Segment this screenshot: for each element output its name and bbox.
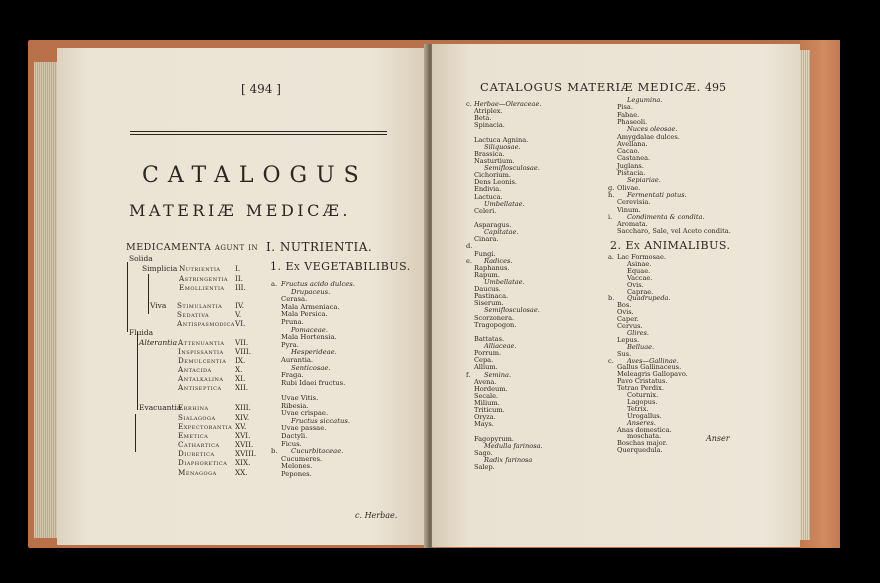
entry-text: Fermentati potus. [627,190,687,199]
entry-text: Anseres. [627,418,656,427]
entry-mark: d. [466,242,473,251]
class-numeral: XVIII. [235,449,257,458]
entry-text: Tetrao Perdix. [617,384,664,393]
entry-mark: e. [466,256,472,265]
entry-text: Salep. [474,463,495,472]
entry-text: Fructus siccatus. [291,416,350,425]
entry-text: Olivae. [617,183,641,192]
entry-text: Equae. [627,266,651,275]
class-name: Antiseptica [178,383,222,392]
entry-text: Nuces oleosae. [627,125,678,134]
entry-text: Beta. [474,114,492,123]
entry-text: Sus. [617,349,632,358]
entry-text: Quadrupeda. [627,294,671,303]
entry-text: Pepones. [281,470,312,478]
entry-text: Cepa. [474,356,494,365]
entry-text: Hesperideae. [291,348,337,357]
entry-text: Tragopogon. [474,320,517,329]
entry-text: Dactyli. [281,432,308,440]
page-subtitle: MATERIÆ MEDICÆ. [129,201,351,220]
entry-text: Boschas major. [617,439,668,448]
entry-mark: f. [466,370,471,379]
entry-text: Anas domestica. [617,425,672,434]
catchword: c. Herbae. [355,511,398,520]
class-numeral: XI. [235,374,246,383]
title-rule-top [130,131,387,132]
class-name: Antalkalina [178,374,224,383]
entry-text: Herbae—Oleraceae. [474,100,542,108]
entry-text: Aromata. [617,220,648,229]
animalibus-heading: 2. Ex ANIMALIBUS. [610,239,731,252]
entry-text: moschata. [627,432,662,441]
entry-text: Belluae. [627,342,655,351]
entry-text: Medulla farinosa. [484,441,543,450]
entry-text: Lactuca Agnina. [474,135,529,144]
entry-text: Cervus. [617,322,643,330]
entry-text: Cerevisia. [617,198,651,207]
entry-mark: c. [466,100,472,108]
entry-text: Milium. [474,399,500,408]
class-numeral: II. [235,274,243,283]
entry-text: Saccharo, Sale, vel Aceto condita. [617,227,731,236]
entry-text: Pyra. [281,340,299,349]
entry-text: Cerasa. [281,295,308,304]
class-numeral: XIV. [235,413,250,422]
title-rule-bottom [130,134,387,135]
entry-text: Condimenta & condita. [627,212,705,221]
class-name: Sialagoga [178,413,216,422]
entry-text: Querquedula. [617,446,663,455]
entry-text: Fungi. [474,249,496,258]
entry-text: Pomaceae. [291,325,328,334]
class-numeral: VIII. [235,347,251,356]
class-name: Nutrientia [179,264,221,273]
entry-text: Spinacia. [474,121,505,130]
entry-text: Oryza. [474,413,496,422]
entry-text: Radix farinosa [484,456,533,464]
entry-text: Legumina. [627,96,663,104]
class-numeral: XX. [235,468,248,477]
class-numeral: XVII. [235,440,254,449]
class-name: Expectorantia [178,422,233,431]
class-name: Antacida [178,365,212,374]
class-name: Stimulantia [177,301,223,310]
entry-text: Caper. [617,315,639,324]
entry-text: Caprae. [627,287,654,296]
entry-mark: b. [608,294,615,303]
entry-text: Aves—Gallinae. [627,356,679,365]
entry-text: Vinum. [617,205,641,214]
entry-text: Amygdalae dulces. [617,132,680,141]
entry-text: Ovis. [617,308,634,317]
page-title: CATALOGUS [142,163,368,188]
entry-text: Coturnix. [627,391,659,399]
entry-text: Fraga. [281,371,304,380]
entry-text: Urogallus. [627,411,662,420]
entry-text: Daucus. [474,285,501,294]
entry-text: Uvae crispae. [281,409,329,418]
entry-text: Ovis. [627,280,644,289]
class-name: Diuretica [178,449,215,458]
class-numeral: I. [235,264,241,273]
entry-text: Siserum. [474,299,504,308]
running-head: CATALOGUS MATERIÆ MEDICÆ. [480,80,702,94]
class-numeral: XII. [235,383,249,392]
entry-text: Aurantia. [281,356,314,364]
entry-text: Sago. [474,448,493,457]
brace-evacuantia [135,414,136,452]
entry-text: Castanea. [617,154,651,163]
entry-text: Asparagus. [474,221,512,230]
entry-text: Secale. [474,391,499,400]
entry-mark: i. [608,212,613,221]
group-alterantia: Alterantia [139,338,178,347]
entry-text: Atriplex. [474,107,503,116]
class-name: Sedativa [177,310,210,319]
entry-text: Umbellatae. [484,278,525,286]
entry-text: Siliquosae. [484,142,521,151]
entry-text: Rubi Idaei fructus. [281,378,346,387]
entry-mark: b. [271,447,278,456]
entry-text: Brassica. [474,149,505,158]
catchword: Anser [706,434,730,443]
page-number: [ 494 ] [241,82,281,96]
entry-text: Cinara. [474,235,499,244]
entry-text: Rapum. [474,270,500,279]
entry-text: Lactuca. [474,192,503,201]
entry-text: Phaseoli. [617,117,648,126]
entry-text: Asinae. [627,259,652,268]
entry-text: Drupaceus. [291,287,331,296]
brace-fluida [137,332,138,410]
class-name: Menagoga [178,468,217,477]
entry-text: Capitatae. [484,228,519,237]
entry-text: Vaccae. [627,273,653,282]
entry-text: Melones. [281,462,313,471]
entry-text: Hordeum. [474,384,508,393]
entry-text: Celeri. [474,206,497,215]
class-numeral: XVI. [235,431,251,440]
entry-text: Gallus Gallinaceus. [617,363,682,372]
entry-text: Porrum. [474,349,502,358]
class-numeral: XV. [235,422,247,431]
class-name: Emetica [178,431,209,440]
entry-text: Lepus. [617,335,640,344]
entry-text: Pavo Cristatus. [617,377,668,386]
group-simplicia: Simplicia [142,264,178,273]
entry-text: Avena. [474,377,497,386]
entry-text: Lac Formosae. [617,253,666,261]
entry-text: Mays. [474,420,494,429]
entry-text: Ficus. [281,439,302,448]
section-heading: I. NUTRIENTIA. [266,240,373,254]
entry-text: Allium. [474,363,498,372]
entry-mark: h. [608,190,615,199]
entry-text: Cacao. [617,147,640,156]
entry-text: Pruna. [281,318,304,326]
entry-mark: a. [608,253,615,261]
entry-text: Uvae Vitis. [281,394,319,402]
class-name: Antispasmodica [177,319,235,328]
entry-text: Avellana. [617,139,648,148]
class-numeral: XIII. [235,403,251,412]
entry-mark: a. [271,280,278,288]
subsection-heading: 1. Ex VEGETABILIBUS. [270,260,411,273]
group-viva: Viva [150,301,167,310]
group-solida: Solida [129,254,153,263]
entry-text: Raphanus. [474,263,510,272]
class-name: Attenuantia [178,338,225,347]
class-numeral: VII. [235,338,249,347]
class-name: Astringentia [179,274,229,283]
entry-text: Uvae passae. [281,424,327,433]
class-numeral: VI. [235,319,246,328]
entry-text: Scorzonera. [474,313,515,322]
page-number: 495 [705,81,726,94]
class-numeral: X. [235,365,243,374]
entry-text: Battatas. [474,334,505,343]
class-name: Errhina [178,403,209,412]
entry-text: Lagopus. [627,397,658,406]
page-edges-right [800,50,810,540]
entry-text: Fructus acido dulces. [281,280,355,288]
entry-text: Umbellatae. [484,199,525,208]
class-numeral: V. [235,310,242,319]
brace-solida [127,262,128,332]
class-name: Inspissantia [178,347,224,356]
entry-text: Tetrix. [627,404,649,413]
class-name: Diaphoretica [178,458,228,467]
class-numeral: IX. [235,356,246,365]
entry-text: Glires. [627,328,650,337]
entry-text: Cucumeres. [281,454,323,463]
entry-text: Semiflosculosae. [484,164,540,173]
entry-text: Sepiariae. [627,176,661,185]
entry-text: Semiflosculosae. [484,306,540,315]
entry-text: Triticum. [474,406,505,415]
class-numeral: III. [235,283,246,292]
class-numeral: IV. [235,301,245,310]
entry-text: Pisa. [617,103,633,112]
group-fluida: Fluida [129,328,154,337]
brace-simplicia [148,274,149,314]
entry-text: Mala Armeniaca. [281,302,340,311]
right-page [432,44,800,547]
entry-text: Dens Leonis. [474,178,518,187]
entry-text: Fagopyrum. [474,434,514,443]
class-name: Emollientia [179,283,225,292]
entry-mark: g. [608,183,615,192]
entry-text: Endivia. [474,185,502,194]
entry-text: Radices. [484,256,513,265]
left-page [57,48,427,545]
medicamenta-heading: MEDICAMENTA agunt in [126,242,259,253]
entry-text: Pistacia. [617,169,646,177]
entry-text: Cichorium. [474,171,511,180]
entry-text: Pastinaca. [474,292,509,301]
class-numeral: XIX. [235,458,251,467]
entry-text: Semina. [484,370,512,379]
entry-text: Juglans. [617,161,644,170]
class-name: Cathartica [178,440,220,449]
entry-text: Senticosae. [291,363,331,372]
class-name: Demulcentia [178,356,227,365]
entry-text: Mala Hortensia. [281,333,337,342]
entry-text: Mala Persica. [281,310,328,319]
entry-text: Alliaceae. [484,342,517,351]
page-edges-left [34,62,58,538]
entry-text: Ribesia. [281,401,309,410]
entry-text: Cucurbitaceae. [291,447,344,456]
entry-text: Meleagris Gallopavo. [617,370,688,379]
entry-text: Fabae. [617,110,640,119]
entry-mark: c. [608,356,614,365]
entry-text: Nasturtium. [474,156,515,165]
group-evacuantia: Evacuantia [139,403,182,412]
entry-text: Bos. [617,301,632,310]
